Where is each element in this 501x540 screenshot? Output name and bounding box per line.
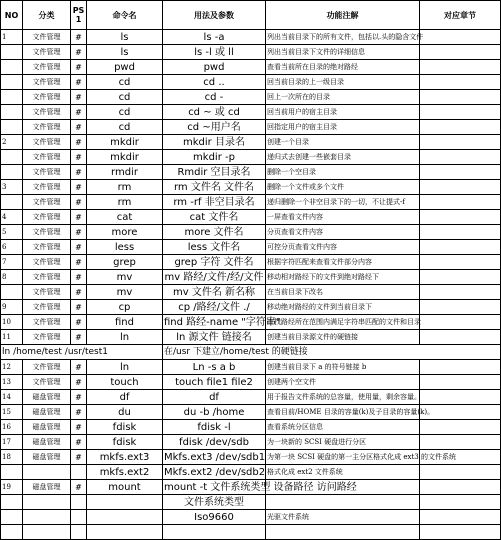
- cell-no: 8: [1, 270, 23, 285]
- cell-ps: #: [71, 60, 87, 75]
- table-row: [1, 495, 501, 510]
- cell-no: [1, 465, 23, 480]
- cell-chapter: [420, 165, 501, 180]
- cell-command: mv: [87, 270, 163, 285]
- cell-usage: less 文件名: [163, 240, 266, 255]
- table-row: [1, 210, 501, 225]
- cell-command: grep: [87, 255, 163, 270]
- cell-function: 递归删除一个非空目录下的一切，不让提式-f: [266, 195, 420, 210]
- cell-category: 文件管理: [23, 30, 71, 45]
- cell-no: [1, 525, 23, 540]
- cell-category: 文件管理: [23, 330, 71, 345]
- cell-no: 14: [1, 390, 23, 405]
- cell-function: 回当前用户的宿主目录: [266, 105, 420, 120]
- cell-category: 磁盘管理: [23, 405, 71, 420]
- cell-chapter: [420, 270, 501, 285]
- cell-function: [266, 495, 420, 510]
- cell-chapter: [420, 105, 501, 120]
- table-row: [1, 525, 501, 540]
- header-category: 分类: [23, 1, 71, 30]
- cell-no: [1, 75, 23, 90]
- cell-usage: mkdir 目录名: [163, 135, 266, 150]
- cell-chapter: [420, 300, 501, 315]
- header-row: [1, 1, 501, 30]
- cell-usage: mv 路经/文件/经/文件: [163, 270, 266, 285]
- table-row: [1, 450, 501, 465]
- cell-no: [1, 510, 23, 525]
- cell-no: 5: [1, 225, 23, 240]
- cell-chapter: [420, 525, 501, 540]
- table-row: [1, 405, 501, 420]
- cell-no: [1, 120, 23, 135]
- cell-no: [1, 45, 23, 60]
- cell-usage: cd ~ 或 cd: [163, 105, 266, 120]
- table-row: [1, 510, 501, 525]
- cell-no: [1, 495, 23, 510]
- cell-chapter: [420, 420, 501, 435]
- cell-usage: touch file1 file2: [163, 375, 266, 390]
- cell-no: 4: [1, 210, 23, 225]
- cell-function: 查找路经所在范围内满足字符串匹配的文件和目录: [266, 315, 420, 330]
- cell-function: 为第一块 SCSI 硬盘的第一主分区格式化成 ext3 的文件系统: [266, 450, 420, 465]
- cell-ps: #: [71, 135, 87, 150]
- cell-ps: #: [71, 420, 87, 435]
- cell-ps: #: [71, 315, 87, 330]
- cell-ps: #: [71, 480, 87, 495]
- cell-ps: [71, 510, 87, 525]
- table-row: [1, 225, 501, 240]
- cell-category: 文件管理: [23, 135, 71, 150]
- table-row: [1, 465, 501, 480]
- cell-no: 12: [1, 360, 23, 375]
- table-row: [1, 285, 501, 300]
- cell-ps: #: [71, 255, 87, 270]
- cell-chapter: [420, 135, 501, 150]
- cell-command: rmdir: [87, 165, 163, 180]
- cell-category: 文件管理: [23, 150, 71, 165]
- cell-chapter: [420, 330, 501, 345]
- cell-command: mkfs.ext3: [87, 450, 163, 465]
- cell-no: 10: [1, 315, 23, 330]
- cell-chapter: [420, 360, 501, 375]
- cell-usage: find 路经-name "字符串": [164, 316, 281, 328]
- cell-chapter: [420, 240, 501, 255]
- cell-chapter: [420, 435, 501, 450]
- cell-chapter: [420, 90, 501, 105]
- cell-category: [23, 465, 71, 480]
- cell-ps: #: [71, 150, 87, 165]
- table-row: [1, 180, 501, 195]
- cell-command: more: [87, 225, 163, 240]
- cell-chapter: [420, 75, 501, 90]
- cell-ps: #: [71, 435, 87, 450]
- table-row: [1, 30, 501, 45]
- cell-usage: ln 源文件 链接名: [163, 330, 266, 345]
- cell-chapter: [420, 45, 501, 60]
- cell-category: 文件管理: [23, 270, 71, 285]
- cell-chapter: [420, 210, 501, 225]
- cell-usage: Iso9660: [163, 510, 266, 525]
- cell-command: [87, 525, 163, 540]
- cell-usage: Mkfs.ext2 /dev/sdb2: [164, 466, 266, 478]
- cell-usage: fdisk -l: [163, 420, 266, 435]
- cell-chapter: [420, 120, 501, 135]
- cell-ps: #: [71, 90, 87, 105]
- cell-function: 移动绝对路经的文件到当前目录下: [266, 300, 420, 315]
- cell-chapter: [420, 255, 501, 270]
- table-row: [1, 45, 501, 60]
- cell-function: 在当前目录下改名: [266, 285, 420, 300]
- cell-no: [1, 165, 23, 180]
- cell-no: 2: [1, 135, 23, 150]
- cell-function: 查看系统分区信息: [266, 420, 420, 435]
- cell-ps: #: [71, 300, 87, 315]
- cell-usage: grep 字符 文件名: [163, 255, 266, 270]
- cell-no: 6: [1, 240, 23, 255]
- cell-no: 1: [1, 30, 23, 45]
- table-row: [1, 375, 501, 390]
- header-function: 功能注解: [266, 1, 420, 30]
- cell-function: 创建当前目录源文件的硬链接: [266, 330, 420, 345]
- cell-no: 17: [1, 435, 23, 450]
- cell-chapter: [420, 60, 501, 75]
- cell-function: 删除一个文件或多个文件: [266, 180, 420, 195]
- cell-ps: #: [71, 270, 87, 285]
- cell-command: cd: [87, 75, 163, 90]
- cell-no: 7: [1, 255, 23, 270]
- cell-no: [1, 150, 23, 165]
- cell-function: 递归式去创建一些嵌套目录: [266, 150, 420, 165]
- cell-ps: #: [71, 375, 87, 390]
- cell-function: 分页查看文件内容: [266, 225, 420, 240]
- cell-no: 11: [1, 330, 23, 345]
- cell-chapter: [420, 390, 501, 405]
- cell-function: 用于报告文件系统的总容量，使用量，剩余容量。: [266, 390, 420, 405]
- table-row: [1, 75, 501, 90]
- cell-no: [1, 195, 23, 210]
- cell-no: [1, 60, 23, 75]
- cell-usage: rm -rf 非空目录名: [163, 195, 266, 210]
- cell-category: 文件管理: [23, 165, 71, 180]
- cell-usage: fdisk /dev/sdb: [163, 435, 266, 450]
- table-row: [1, 330, 501, 345]
- cell-category: 文件管理: [23, 45, 71, 60]
- cell-ps: #: [71, 360, 87, 375]
- cell-usage: mkdir -p: [163, 150, 266, 165]
- header-ps-line2: 1: [75, 15, 82, 24]
- span-row: [1, 345, 501, 360]
- table-row: [1, 300, 501, 315]
- cell-chapter: [420, 465, 501, 480]
- cell-command: df: [87, 390, 163, 405]
- cell-category: 文件管理: [23, 285, 71, 300]
- cell-ps: #: [71, 195, 87, 210]
- cell-command: mkdir: [87, 150, 163, 165]
- cell-ps: #: [71, 75, 87, 90]
- header-no: NO: [1, 1, 23, 30]
- cell-command: mv: [87, 285, 163, 300]
- cell-usage: rm 文件名 文件名: [163, 180, 266, 195]
- span-row-description: 在/usr 下建立/home/test 的硬链接: [163, 345, 501, 360]
- cell-ps: #: [71, 225, 87, 240]
- cell-chapter: [420, 315, 501, 330]
- cell-command: ls: [87, 45, 163, 60]
- cell-command: [87, 495, 163, 510]
- cell-function: 回上一次所在的目录: [266, 90, 420, 105]
- cell-command: touch: [87, 375, 163, 390]
- cell-category: 文件管理: [23, 60, 71, 75]
- cell-function: 回指定用户的宿主目录: [266, 120, 420, 135]
- cell-command: ln: [87, 330, 163, 345]
- cell-category: [23, 495, 71, 510]
- cell-no: 16: [1, 420, 23, 435]
- cell-chapter: [420, 225, 501, 240]
- cell-category: 磁盘管理: [23, 420, 71, 435]
- cell-function: 创建两个空文件: [266, 375, 420, 390]
- cell-no: 18: [1, 450, 23, 465]
- cell-usage: cp /路经/文件 ./: [163, 300, 266, 315]
- cell-category: 磁盘管理: [23, 480, 71, 495]
- table-row: [1, 60, 501, 75]
- cell-usage: cd -: [163, 90, 266, 105]
- cell-ps: #: [71, 405, 87, 420]
- cell-category: 磁盘管理: [23, 450, 71, 465]
- cell-ps: #: [71, 210, 87, 225]
- cell-usage: ls -a: [163, 30, 266, 45]
- table-row: [1, 195, 501, 210]
- cell-chapter: [420, 375, 501, 390]
- cell-function: 移动相对路经下的文件到绝对路经下: [266, 270, 420, 285]
- cell-no: [1, 105, 23, 120]
- cell-category: 文件管理: [23, 225, 71, 240]
- cell-usage: cd ~用户名: [163, 120, 266, 135]
- cell-category: 文件管理: [23, 240, 71, 255]
- cell-function: 为一块新的 SCSI 硬盘进行分区: [266, 435, 420, 450]
- cell-function: [266, 525, 420, 540]
- cell-ps: #: [71, 450, 87, 465]
- cell-function: 列出当前目录下文件的详细信息: [266, 45, 420, 60]
- table-row: [1, 390, 501, 405]
- table-row: [1, 420, 501, 435]
- cell-command: mount: [87, 480, 163, 495]
- cell-category: 文件管理: [23, 105, 71, 120]
- cell-function: 一屏查看文件内容: [266, 210, 420, 225]
- table-row: [1, 240, 501, 255]
- cell-category: 文件管理: [23, 120, 71, 135]
- cell-no: [1, 285, 23, 300]
- cell-command: less: [87, 240, 163, 255]
- cell-category: 磁盘管理: [23, 435, 71, 450]
- cell-usage: more 文件名: [163, 225, 266, 240]
- table-row: [1, 150, 501, 165]
- cell-category: 磁盘管理: [23, 390, 71, 405]
- cell-function: 创建当前目录下 a 的符号链接 b: [266, 360, 420, 375]
- cell-command: rm: [87, 180, 163, 195]
- table-row: [1, 360, 501, 375]
- cell-usage: cd ..: [163, 75, 266, 90]
- cell-command: fdisk: [87, 420, 163, 435]
- header-command: 命令名: [87, 1, 163, 30]
- cell-usage: 文件系统类型: [163, 495, 266, 510]
- cell-chapter: [420, 30, 501, 45]
- cell-category: 文件管理: [23, 180, 71, 195]
- cell-no: 13: [1, 375, 23, 390]
- cell-category: 文件管理: [23, 255, 71, 270]
- cell-category: 文件管理: [23, 75, 71, 90]
- cell-function: 可控分页查看文件内容: [266, 240, 420, 255]
- cell-command: du: [87, 405, 163, 420]
- cell-command: pwd: [87, 60, 163, 75]
- cell-no: 19: [1, 480, 23, 495]
- cell-usage: Mkfs.ext3 /dev/sdb1: [164, 451, 266, 463]
- table-row: [1, 480, 501, 495]
- cell-category: 文件管理: [23, 360, 71, 375]
- cell-usage: pwd: [163, 60, 266, 75]
- header-ps: [71, 1, 87, 30]
- cell-category: 文件管理: [23, 195, 71, 210]
- cell-chapter: [420, 510, 501, 525]
- cell-function: 格式化成 ext2 文件系统: [266, 465, 420, 480]
- cell-category: 文件管理: [23, 90, 71, 105]
- cell-chapter: [420, 480, 501, 495]
- table-row: [1, 435, 501, 450]
- cell-function: 回当前目录的上一级目录: [266, 75, 420, 90]
- cell-ps: #: [71, 30, 87, 45]
- cell-command: [87, 510, 163, 525]
- cell-command: find: [87, 315, 163, 330]
- table-row: [1, 90, 501, 105]
- cell-usage: mv 文件名 新名称: [163, 285, 266, 300]
- cell-function: 创建一个目录: [266, 135, 420, 150]
- cell-chapter: [420, 285, 501, 300]
- cell-command: fdisk: [87, 435, 163, 450]
- table-row: [1, 120, 501, 135]
- table-row: [1, 255, 501, 270]
- cell-command: ls: [87, 30, 163, 45]
- cell-ps: [71, 525, 87, 540]
- cell-usage: du -b /home: [163, 405, 266, 420]
- cell-command: ln: [87, 360, 163, 375]
- span-row-command: ln /home/test /usr/test1: [1, 345, 163, 360]
- cell-category: 文件管理: [23, 300, 71, 315]
- cell-chapter: [420, 180, 501, 195]
- cell-command: rm: [87, 195, 163, 210]
- cell-command: mkdir: [87, 135, 163, 150]
- cell-command: mkfs.ext2: [87, 465, 163, 480]
- cell-function: 光驱文件系统: [266, 510, 420, 525]
- cell-chapter: [420, 150, 501, 165]
- cell-function: 列出当前目录下的所有文件，包括以.头的隐含文件: [266, 30, 420, 45]
- cell-ps: #: [71, 285, 87, 300]
- cell-category: 文件管理: [23, 315, 71, 330]
- cell-function: 根据字符匹配来查看文件部分内容: [266, 255, 420, 270]
- cell-category: [23, 525, 71, 540]
- cell-usage: [163, 525, 266, 540]
- header-usage: 用法及参数: [163, 1, 266, 30]
- cell-usage: Rmdir 空目录名: [163, 165, 266, 180]
- table-row: [1, 315, 501, 330]
- cell-function: 查看当前所在目录的绝对路经: [266, 60, 420, 75]
- cell-no: [1, 90, 23, 105]
- header-ps-line1: PS: [72, 6, 85, 15]
- cell-command: cd: [87, 120, 163, 135]
- cell-ps: [71, 465, 87, 480]
- header-chapter: 对应章节: [420, 1, 501, 30]
- cell-function: 查看目前/HOME 目录的容量(k)及子目录的容量(k)。: [266, 405, 420, 420]
- cell-ps: #: [71, 330, 87, 345]
- cell-category: [23, 510, 71, 525]
- cell-ps: #: [71, 120, 87, 135]
- cell-no: 15: [1, 405, 23, 420]
- cell-chapter: [420, 495, 501, 510]
- cell-usage: ls -l 或 ll: [163, 45, 266, 60]
- cell-category: 文件管理: [23, 210, 71, 225]
- cell-command: cat: [87, 210, 163, 225]
- cell-category: 文件管理: [23, 375, 71, 390]
- cell-ps: #: [71, 165, 87, 180]
- table-row: [1, 270, 501, 285]
- table-row: [1, 165, 501, 180]
- cell-no: 9: [1, 300, 23, 315]
- cell-command: cd: [87, 105, 163, 120]
- table-row: [1, 135, 501, 150]
- cell-ps: #: [71, 105, 87, 120]
- cell-ps: #: [71, 45, 87, 60]
- cell-chapter: [420, 195, 501, 210]
- cell-function: 删除一个空目录: [266, 165, 420, 180]
- cell-usage: mount -t 文件系统类型 设备路径 访问路经: [164, 481, 357, 493]
- cell-usage: Ln -s a b: [163, 360, 266, 375]
- cell-no: 3: [1, 180, 23, 195]
- cell-usage: df: [163, 390, 266, 405]
- cell-ps: [71, 495, 87, 510]
- cell-ps: #: [71, 240, 87, 255]
- table-row: [1, 105, 501, 120]
- cell-usage: cat 文件名: [163, 210, 266, 225]
- cell-command: cp: [87, 300, 163, 315]
- cell-ps: #: [71, 390, 87, 405]
- cell-ps: #: [71, 180, 87, 195]
- cell-command: cd: [87, 90, 163, 105]
